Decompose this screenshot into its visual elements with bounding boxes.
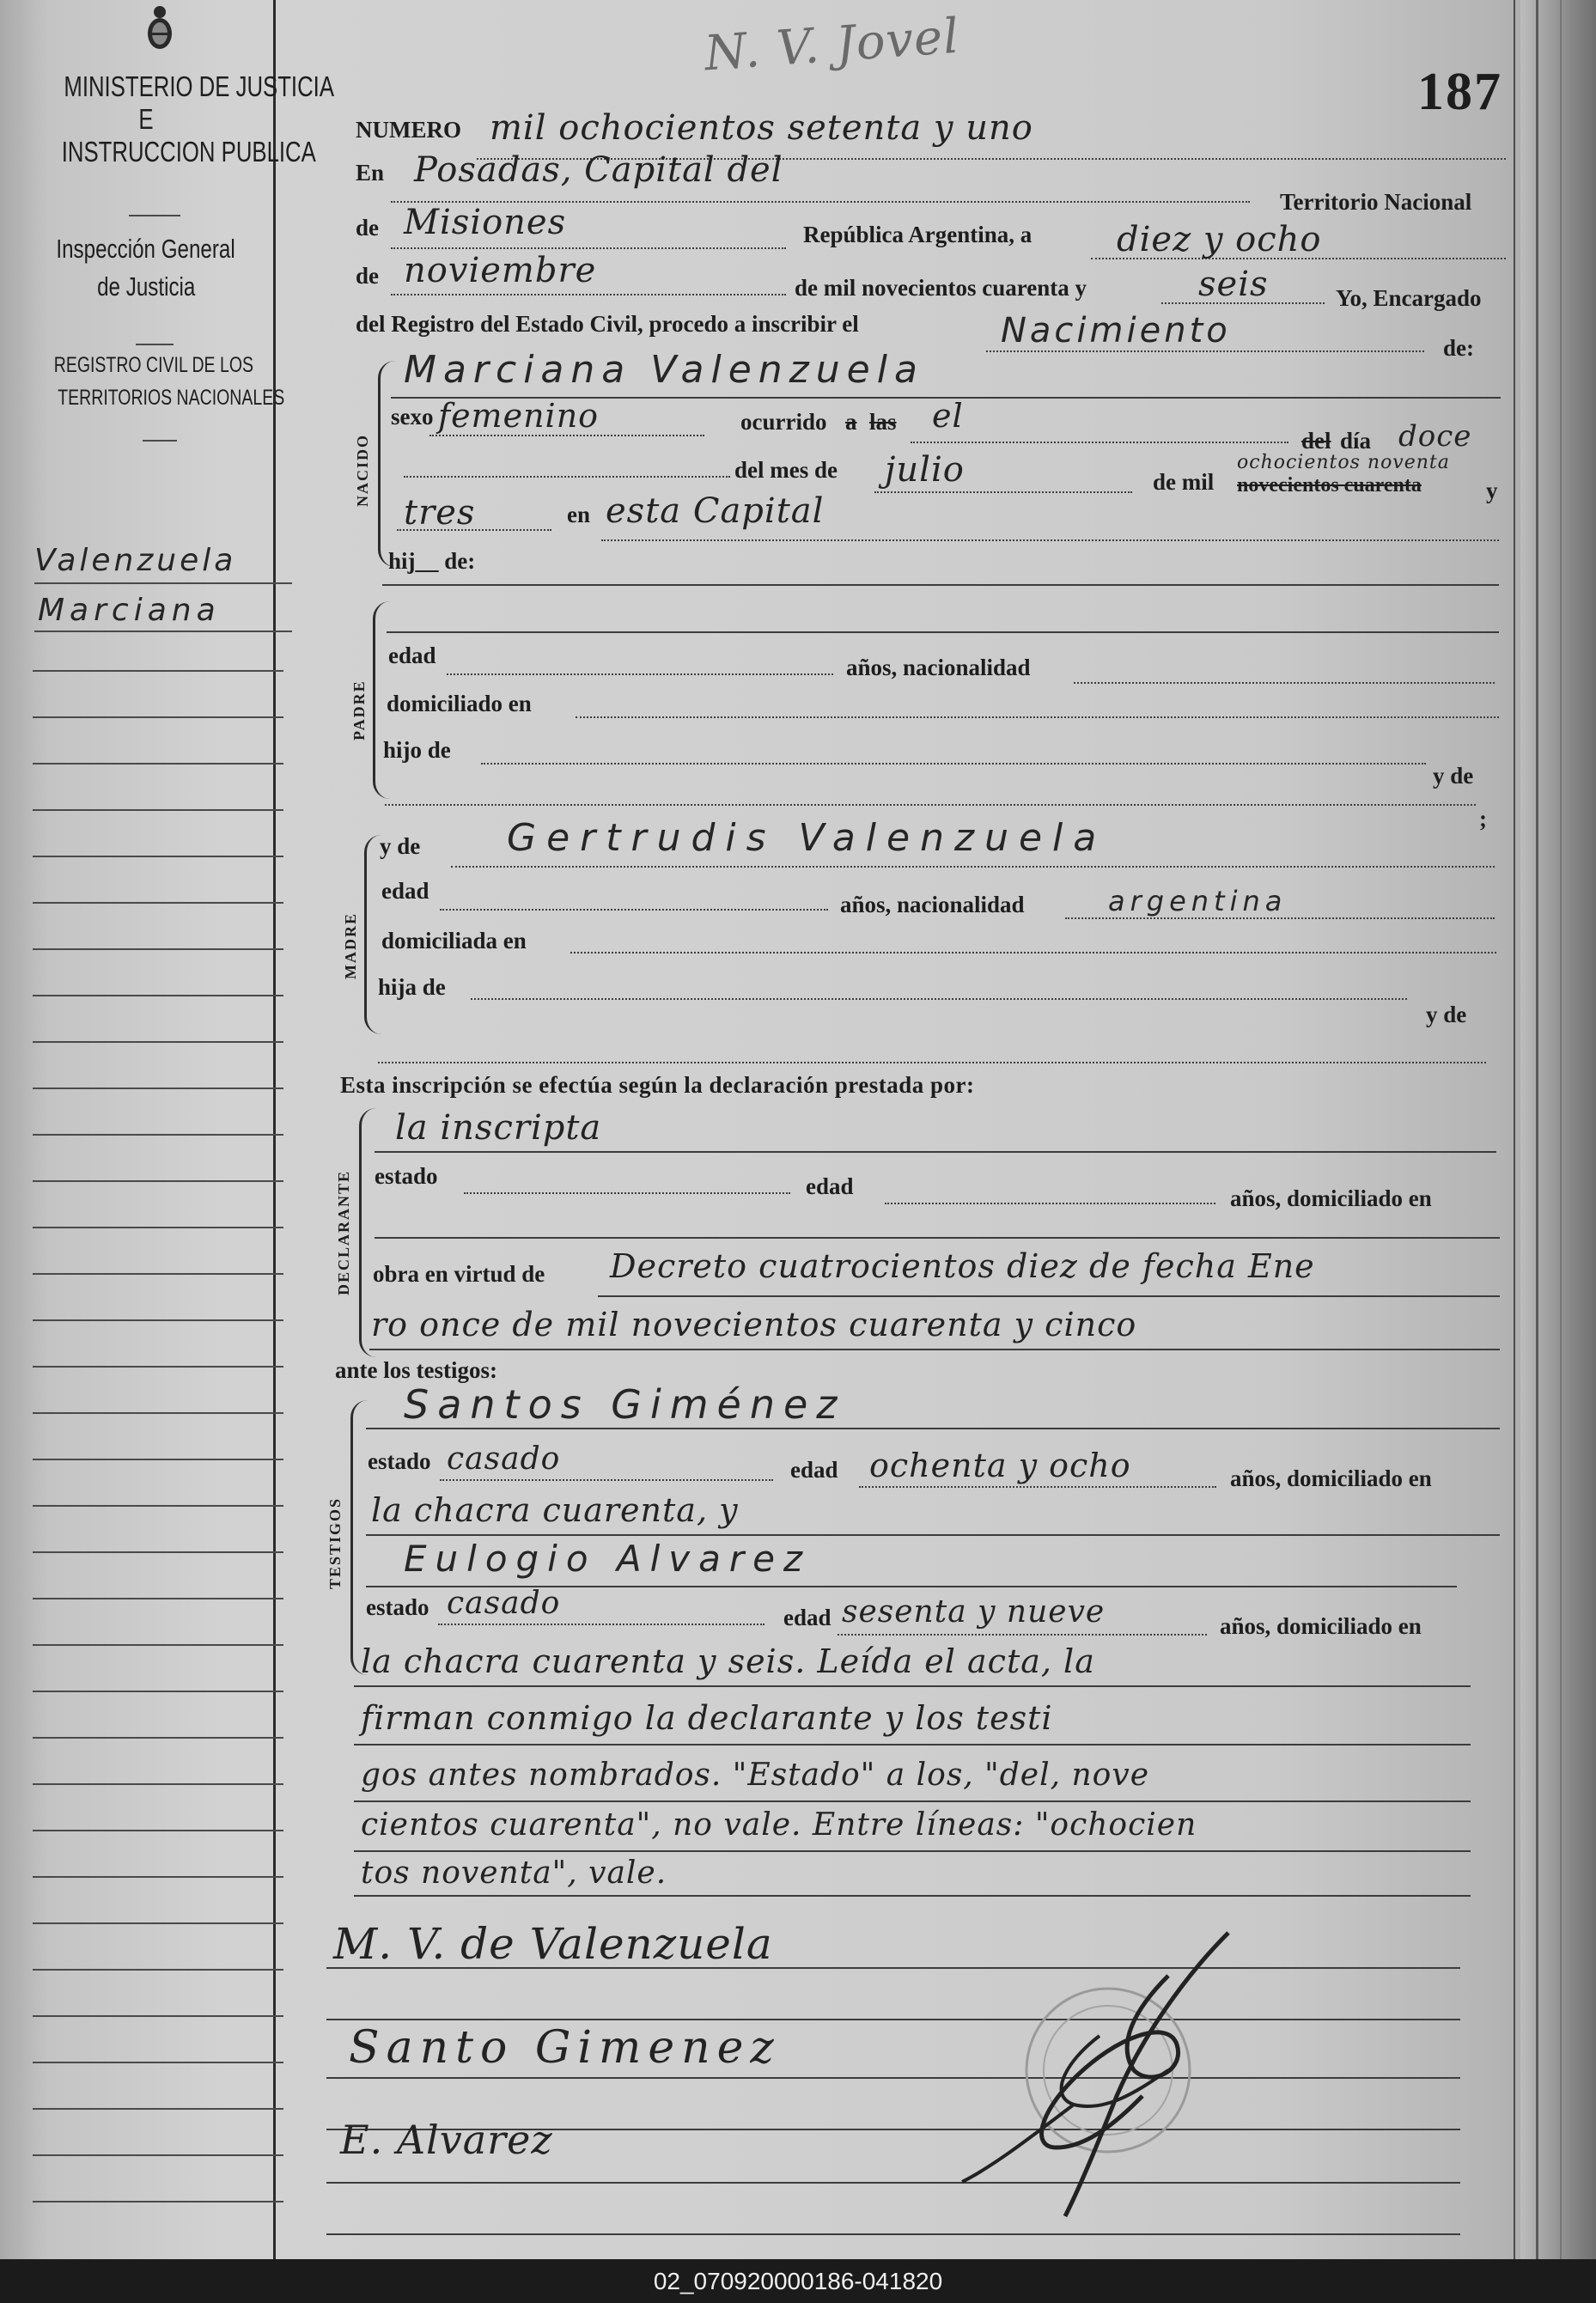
left-margin-rule: [33, 1598, 283, 1599]
act-type-value: Nacimiento: [1001, 311, 1231, 350]
closing-line-3: cientos cuarenta", no vale. Entre líneas: "ochocien: [361, 1807, 1197, 1843]
left-margin-rule: [33, 1783, 283, 1785]
madre-edad-label: edad: [381, 878, 429, 904]
left-margin-rule: [33, 1412, 283, 1414]
registered-name: Marciana Valenzuela: [404, 348, 924, 392]
nacido-y: y: [1486, 478, 1498, 503]
left-margin-rule: [33, 1459, 283, 1460]
testigos-intro: ante los testigos:: [335, 1357, 497, 1383]
signature-witness2: E. Alvarez: [340, 2117, 553, 2163]
hij-label: hij__ de:: [388, 548, 476, 574]
left-margin-rule: [33, 948, 283, 950]
year-value: seis: [1198, 265, 1269, 304]
city-value: Posadas, Capital del: [414, 150, 783, 190]
book-binding-edge: [1520, 0, 1596, 2259]
registry-heading: REGISTRO CIVIL DE LOS TERRITORIOS NACIONALES: [53, 353, 285, 410]
left-margin-rule: [33, 1876, 283, 1878]
left-margin-rule: [33, 1644, 283, 1646]
witness2-name: Eulogio Alvarez: [404, 1538, 812, 1580]
en-label: En: [356, 160, 385, 186]
left-margin-rule: [33, 2062, 283, 2063]
left-margin-rule: [33, 2015, 283, 2017]
padre-semicolon: ;: [1479, 806, 1487, 832]
territory-value: Misiones: [404, 203, 567, 242]
left-margin-rule: [33, 1830, 283, 1831]
ocurrido-las: las: [869, 409, 897, 435]
witness1-domicilio: la chacra cuarenta, y: [371, 1491, 739, 1529]
madre-domicilio-label: domiciliada en: [381, 928, 527, 953]
left-margin-rule: [33, 1969, 283, 1971]
madre-hija-label: hija de: [378, 974, 446, 1000]
obra-label: obra en virtud de: [373, 1261, 545, 1287]
registro-label: del Registro del Estado Civil, procedo a inscribir el: [356, 311, 859, 337]
closing-line-2: gos antes nombrados. "Estado" a los, "del, nove: [361, 1758, 1149, 1793]
month-value: noviembre: [404, 251, 597, 290]
left-margin-rule: [33, 902, 283, 904]
witness2-estado-label: estado: [366, 1594, 429, 1620]
de-label-1: de: [356, 215, 379, 241]
witness1-edad-label: edad: [790, 1457, 838, 1483]
testigos-brace: [350, 1400, 370, 1675]
republica-label: República Argentina, a: [803, 222, 1033, 247]
witness2-anios-label: años, domiciliado en: [1220, 1613, 1422, 1639]
declarante-estado-label: estado: [375, 1163, 438, 1189]
mes-value: julio: [885, 450, 965, 490]
witness2-estado: casado: [447, 1586, 561, 1621]
left-margin-rule: [33, 809, 283, 811]
mother-name: Gertrudis Valenzuela: [507, 816, 1107, 860]
madre-y-de: y de: [1426, 1002, 1467, 1027]
left-margin-rule: [33, 1551, 283, 1553]
mes-label: del mes de: [734, 457, 838, 483]
left-margin-rule: [33, 763, 283, 765]
left-margin-rule: [33, 856, 283, 857]
demil-label: de mil: [1153, 469, 1215, 495]
closing-line-4: tos noventa", vale.: [361, 1855, 667, 1891]
ocurrido-a: a: [845, 409, 857, 435]
left-margin-rule: [33, 1922, 283, 1924]
padre-anios-label: años, nacionalidad: [846, 655, 1031, 680]
obra-value-1: Decreto cuatrocientos diez de fecha Ene: [610, 1247, 1315, 1285]
left-margin-rule: [33, 1088, 283, 1089]
margin-given-name: Marciana: [38, 593, 221, 628]
left-margin-rule: [33, 1319, 283, 1321]
witness1-estado-label: estado: [368, 1448, 431, 1474]
left-column-divider: [273, 0, 276, 2259]
ocurrido-label: ocurrido: [740, 409, 827, 435]
interline-years: ochocientos noventa: [1237, 452, 1450, 473]
inspection-heading: Inspección General de Justicia: [56, 234, 236, 302]
padre-y-de: y de: [1433, 763, 1474, 789]
signature-witness1: Santo Gimenez: [349, 2022, 781, 2074]
nacido-label: NACIDO: [354, 433, 371, 507]
padre-label: PADRE: [350, 679, 368, 740]
day-value: diez y ocho: [1117, 220, 1322, 259]
birth-year-value: tres: [404, 493, 476, 533]
madre-anios-label: años, nacionalidad: [840, 892, 1025, 917]
left-margin-rule: [33, 1505, 283, 1507]
official-signature-flourish: [859, 1924, 1374, 2233]
left-margin-rule: [33, 1273, 283, 1275]
witness1-edad: ochenta y ocho: [869, 1447, 1131, 1484]
left-margin-rule: [33, 1180, 283, 1182]
left-margin-rule: [33, 716, 283, 718]
obra-value-2: ro once de mil novecientos cuarenta y cinco: [371, 1306, 1137, 1343]
madre-y-de-label: y de: [380, 833, 421, 859]
witness2-edad-label: edad: [783, 1605, 832, 1630]
signature-declarante: M. V. de Valenzuela: [333, 1919, 773, 1969]
nacido-en-label: en: [567, 502, 590, 527]
de-label-3: de:: [1443, 335, 1474, 361]
left-margin-rule: [33, 995, 283, 996]
left-margin-rule: [33, 1366, 283, 1368]
nacido-brace: [378, 361, 398, 567]
del-label: del: [1301, 428, 1331, 454]
margin-surname: Valenzuela: [34, 543, 237, 578]
witness2-domicilio: la chacra cuarenta y seis. Leída el acta, la: [361, 1642, 1095, 1680]
top-scrawl: N. V. Jovel: [703, 8, 962, 82]
left-margin-rule: [33, 2201, 283, 2202]
left-margin-rule: [33, 1691, 283, 1692]
left-margin-rule: [33, 1041, 283, 1043]
dia-label: día: [1340, 428, 1372, 454]
yo-label: Yo, Encargado: [1336, 285, 1482, 311]
madre-label: MADRE: [342, 912, 359, 979]
de-label-2: de: [356, 263, 379, 289]
left-margin-rule: [33, 1134, 283, 1136]
left-margin-rule: [33, 1227, 283, 1228]
padre-edad-label: edad: [388, 643, 436, 668]
witness1-estado: casado: [447, 1441, 561, 1477]
left-margin-rule: [33, 2108, 283, 2110]
mother-nationality: argentina: [1108, 885, 1288, 917]
birth-place-value: esta Capital: [606, 491, 825, 531]
sexo-label: sexo: [391, 404, 434, 430]
year-label: de mil novecientos cuarenta y: [795, 275, 1087, 301]
numero-value: mil ochocientos setenta y uno: [490, 108, 1033, 148]
declarante-label: DECLARANTE: [335, 1169, 352, 1295]
left-margin-rule: [33, 1737, 283, 1739]
sexo-value: femenino: [438, 397, 600, 435]
witness1-anios-label: años, domiciliado en: [1230, 1465, 1432, 1491]
declarante-anios-label: años, domiciliado en: [1230, 1185, 1432, 1211]
witness1-name: Santos Giménez: [404, 1381, 846, 1428]
struck-years: novecientos cuarenta: [1237, 474, 1422, 497]
closing-line-1: firman conmigo la declarante y los testi: [361, 1699, 1053, 1737]
image-id-footer: 02_070920000186-041820: [0, 2259, 1596, 2303]
testigos-label: TESTIGOS: [326, 1496, 344, 1589]
coat-of-arms-seal: [144, 3, 175, 53]
right-margin-rule: [1514, 0, 1515, 2259]
padre-domicilio-label: domiciliado en: [387, 691, 532, 716]
declarante-edad-label: edad: [806, 1173, 854, 1199]
declarante-value: la inscripta: [395, 1108, 602, 1148]
ministry-heading: MINISTERIO DE JUSTICIA E INSTRUCCION PUBLICA: [61, 70, 335, 168]
left-margin-rule: [33, 2154, 283, 2156]
page-number: 187: [1417, 63, 1502, 121]
ocurrido-value: el: [932, 397, 964, 435]
padre-hijo-label: hijo de: [383, 737, 451, 763]
declaracion-intro: Esta inscripción se efectúa según la declaración prestada por:: [340, 1072, 975, 1098]
dia-value: doce: [1398, 419, 1472, 454]
left-margin-rule: [33, 670, 283, 672]
territorio-label: Territorio Nacional: [1280, 189, 1472, 215]
numero-label: NUMERO: [356, 117, 461, 143]
witness2-edad: sesenta y nueve: [842, 1594, 1106, 1630]
